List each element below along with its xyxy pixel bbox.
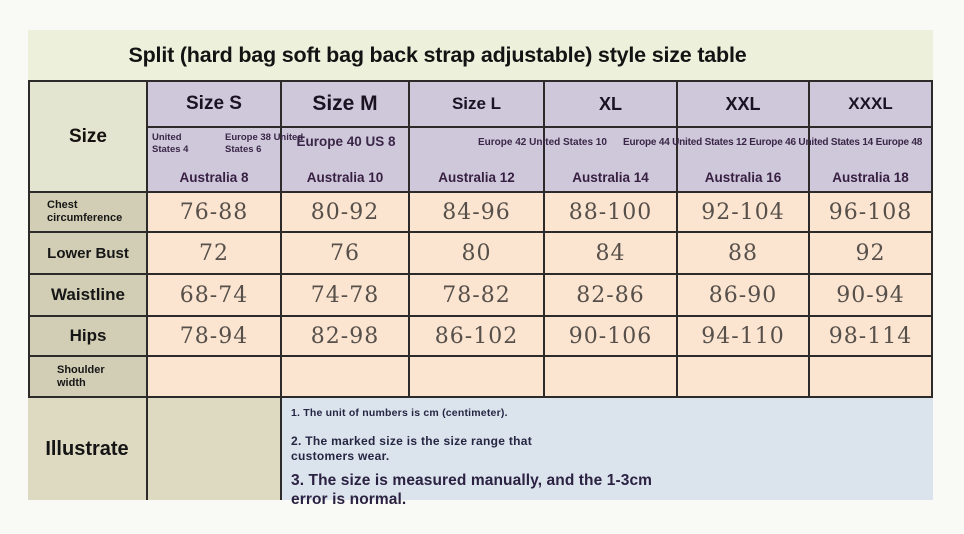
conversion-eu44-to-eu48: Europe 44 United States 12 Europe 46 United States 14 Europe 48	[623, 137, 923, 148]
shoulder-value-xl	[545, 357, 678, 398]
waistline-value-s: 68-74	[148, 275, 282, 317]
size-col-l-subcell	[410, 128, 545, 193]
waistline-value-xxxl: 90-94	[810, 275, 933, 317]
australia-label: Australia 18	[832, 170, 909, 185]
row-label-hips: Hips	[28, 317, 148, 357]
hips-value-s: 78-94	[148, 317, 282, 357]
conversion-eu38-us6: Europe 38 United States 6	[225, 132, 304, 155]
hips-value-m: 82-98	[282, 317, 410, 357]
size-col-m-subcell	[282, 128, 410, 193]
note-manual-measure: 3. The size is measured manually, and the 1-3cm error is normal.	[291, 472, 653, 508]
illustrate-label: Illustrate	[28, 398, 148, 500]
waistline-value-m: 74-78	[282, 275, 410, 317]
lower-bust-value-xxxl: 92	[810, 233, 933, 275]
chest-value-xxl: 92-104	[678, 193, 810, 233]
size-name-xl: XL	[545, 80, 678, 128]
size-col-xl-subcell	[545, 128, 678, 193]
illustrate-notes	[282, 398, 933, 508]
hips-value-l: 86-102	[410, 317, 545, 357]
row-label-lower-bust: Lower Bust	[28, 233, 148, 275]
size-col-xxxl-subcell	[810, 128, 933, 193]
lower-bust-value-xxl: 88	[678, 233, 810, 275]
lower-bust-value-m: 76	[282, 233, 410, 275]
australia-label: Australia 16	[704, 170, 782, 185]
shoulder-value-xxxl	[810, 357, 933, 398]
size-col-s-subcell	[148, 128, 282, 193]
row-label-shoulder-width: Shoulder width	[28, 357, 148, 398]
conversion-eu42-us10: Europe 42 United States 10	[478, 137, 607, 148]
conversion-eu40-us8: Europe 40 US 8	[296, 134, 396, 149]
shoulder-value-xxl	[678, 357, 810, 398]
conversion-us-4: United States 4	[152, 132, 189, 155]
waistline-value-xl: 82-86	[545, 275, 678, 317]
australia-label: Australia 10	[306, 170, 384, 185]
lower-bust-value-l: 80	[410, 233, 545, 275]
lower-bust-value-xl: 84	[545, 233, 678, 275]
size-name-xxxl: XXXL	[810, 80, 933, 128]
australia-label: Australia 12	[438, 170, 515, 185]
chest-value-xl: 88-100	[545, 193, 678, 233]
size-name-m: Size M	[282, 80, 410, 128]
hips-value-xl: 90-106	[545, 317, 678, 357]
chest-value-m: 80-92	[282, 193, 410, 233]
shoulder-value-m	[282, 357, 410, 398]
chest-value-xxxl: 96-108	[810, 193, 933, 233]
australia-label: Australia 8	[179, 170, 249, 185]
hips-value-xxl: 94-110	[678, 317, 810, 357]
chest-value-s: 76-88	[148, 193, 282, 233]
corner-size-label: Size	[28, 80, 148, 193]
australia-label: Australia 14	[572, 170, 649, 185]
size-table	[28, 30, 933, 508]
size-name-l: Size L	[410, 80, 545, 128]
size-name-s: Size S	[148, 80, 282, 128]
note-unit-cm: 1. The unit of numbers is cm (centimeter).	[291, 407, 508, 419]
row-label-chest: Chest circumference	[28, 193, 148, 233]
waistline-value-l: 78-82	[410, 275, 545, 317]
note-size-range: 2. The marked size is the size range that customers wear.	[291, 434, 533, 463]
hips-value-xxxl: 98-114	[810, 317, 933, 357]
illustrate-empty-cell	[148, 398, 282, 500]
shoulder-value-l	[410, 357, 545, 398]
shoulder-value-s	[148, 357, 282, 398]
lower-bust-value-s: 72	[148, 233, 282, 275]
size-col-xxl-subcell	[678, 128, 810, 193]
size-name-xxl: XXL	[678, 80, 810, 128]
waistline-value-xxl: 86-90	[678, 275, 810, 317]
chest-value-l: 84-96	[410, 193, 545, 233]
row-label-waistline: Waistline	[28, 275, 148, 317]
page-title: Split (hard bag soft bag back strap adjustable) style size table	[28, 30, 933, 80]
